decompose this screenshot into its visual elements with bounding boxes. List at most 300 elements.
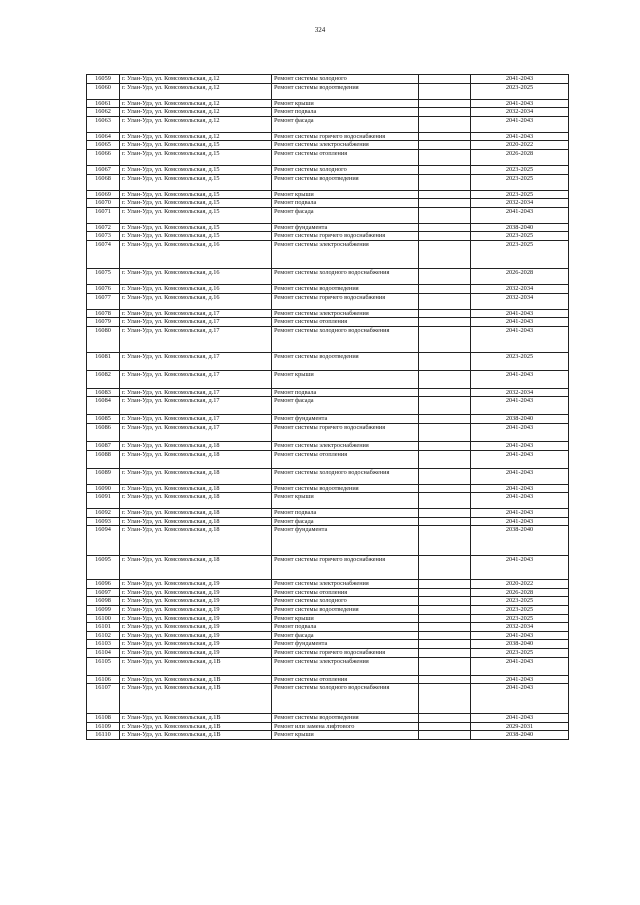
address-cell: г. Улан-Удэ, ул. Комсомольская, д.17	[120, 318, 272, 327]
table-row	[87, 657, 569, 675]
table-row	[87, 684, 569, 714]
table-row	[87, 268, 569, 284]
work-type-cell: Ремонт системы горячего водоснабжения	[272, 649, 419, 658]
row-number-cell: 16095	[87, 556, 120, 580]
address-cell: г. Улан-Удэ, ул. Комсомольская, д.15	[120, 190, 272, 199]
empty-cell	[419, 517, 471, 526]
table-row	[87, 675, 569, 684]
empty-cell	[419, 174, 471, 190]
address-cell: г. Улан-Удэ, ул. Комсомольская, д.18	[120, 484, 272, 493]
empty-cell	[419, 580, 471, 589]
address-cell: г. Улан-Удэ, ул. Комсомольская, д.19	[120, 606, 272, 615]
period-cell: 2026-2028	[471, 268, 569, 284]
empty-cell	[419, 423, 471, 441]
work-type-cell: Ремонт системы электроснабжения	[272, 657, 419, 675]
table-row	[87, 116, 569, 132]
row-number-cell: 16103	[87, 640, 120, 649]
work-type-cell: Ремонт системы электроснабжения	[272, 309, 419, 318]
address-cell: г. Улан-Удэ, ул. Комсомольская, д.19	[120, 614, 272, 623]
table-row	[87, 509, 569, 518]
work-type-cell: Ремонт фундамента	[272, 415, 419, 424]
address-cell: г. Улан-Удэ, ул. Комсомольская, д.18	[120, 468, 272, 484]
address-cell: г. Улан-Удэ, ул. Комсомольская, д.16	[120, 268, 272, 284]
row-number-cell: 16084	[87, 397, 120, 415]
work-type-cell: Ремонт системы отопления	[272, 588, 419, 597]
address-cell: г. Улан-Удэ, ул. Комсомольская, д.19	[120, 640, 272, 649]
table-row	[87, 614, 569, 623]
empty-cell	[419, 588, 471, 597]
row-number-cell: 16068	[87, 174, 120, 190]
row-number-cell: 16082	[87, 370, 120, 388]
table-row	[87, 309, 569, 318]
empty-cell	[419, 450, 471, 468]
row-number-cell: 16093	[87, 517, 120, 526]
period-cell: 2038-2040	[471, 526, 569, 556]
period-cell: 2032-2034	[471, 284, 569, 293]
row-number-cell: 16081	[87, 352, 120, 370]
period-cell: 2041-2043	[471, 484, 569, 493]
period-cell: 2041-2043	[471, 631, 569, 640]
row-number-cell: 16078	[87, 309, 120, 318]
address-cell: г. Улан-Удэ, ул. Комсомольская, д.18	[120, 441, 272, 450]
empty-cell	[419, 199, 471, 208]
period-cell: 2026-2028	[471, 149, 569, 165]
row-number-cell: 16094	[87, 526, 120, 556]
table-row	[87, 240, 569, 268]
table-row	[87, 318, 569, 327]
period-cell: 2041-2043	[471, 370, 569, 388]
row-number-cell: 16063	[87, 116, 120, 132]
empty-cell	[419, 370, 471, 388]
empty-cell	[419, 441, 471, 450]
address-cell: г. Улан-Удэ, ул. Комсомольская, д.12	[120, 108, 272, 117]
address-cell: г. Улан-Удэ, ул. Комсомольская, д.1В	[120, 675, 272, 684]
address-cell: г. Улан-Удэ, ул. Комсомольская, д.17	[120, 397, 272, 415]
address-cell: г. Улан-Удэ, ул. Комсомольская, д.17	[120, 415, 272, 424]
period-cell: 2023-2025	[471, 190, 569, 199]
period-cell: 2041-2043	[471, 509, 569, 518]
address-cell: г. Улан-Удэ, ул. Комсомольская, д.16	[120, 284, 272, 293]
period-cell: 2041-2043	[471, 326, 569, 352]
work-type-cell: Ремонт крыши	[272, 190, 419, 199]
empty-cell	[419, 714, 471, 723]
table-row	[87, 165, 569, 174]
period-cell: 2041-2043	[471, 309, 569, 318]
work-type-cell: Ремонт системы горячего водоснабжения	[272, 293, 419, 309]
period-cell: 2041-2043	[471, 675, 569, 684]
address-cell: г. Улан-Удэ, ул. Комсомольская, д.19	[120, 623, 272, 632]
row-number-cell: 16074	[87, 240, 120, 268]
period-cell: 2023-2025	[471, 352, 569, 370]
table-row	[87, 132, 569, 141]
address-cell: г. Улан-Удэ, ул. Комсомольская, д.15	[120, 199, 272, 208]
table-body	[87, 75, 569, 740]
row-number-cell: 16087	[87, 441, 120, 450]
table-row	[87, 441, 569, 450]
work-type-cell: Ремонт фасада	[272, 631, 419, 640]
row-number-cell: 16059	[87, 75, 120, 84]
address-cell: г. Улан-Удэ, ул. Комсомольская, д.17	[120, 352, 272, 370]
table-row	[87, 450, 569, 468]
period-cell: 2023-2025	[471, 606, 569, 615]
period-cell: 2032-2034	[471, 388, 569, 397]
period-cell: 2032-2034	[471, 108, 569, 117]
row-number-cell: 16101	[87, 623, 120, 632]
empty-cell	[419, 132, 471, 141]
period-cell: 2026-2028	[471, 588, 569, 597]
row-number-cell: 16105	[87, 657, 120, 675]
period-cell: 2041-2043	[471, 116, 569, 132]
table-row	[87, 493, 569, 509]
table-row	[87, 484, 569, 493]
address-cell: г. Улан-Удэ, ул. Комсомольская, д.15	[120, 207, 272, 223]
address-cell: г. Улан-Удэ, ул. Комсомольская, д.18	[120, 493, 272, 509]
address-cell: г. Улан-Удэ, ул. Комсомольская, д.15	[120, 174, 272, 190]
period-cell: 2023-2025	[471, 174, 569, 190]
address-cell: г. Улан-Удэ, ул. Комсомольская, д.19	[120, 631, 272, 640]
work-type-cell: Ремонт крыши	[272, 99, 419, 108]
period-cell: 2041-2043	[471, 99, 569, 108]
work-type-cell: Ремонт подвала	[272, 623, 419, 632]
row-number-cell: 16106	[87, 675, 120, 684]
address-cell: г. Улан-Удэ, ул. Комсомольская, д.12	[120, 75, 272, 84]
row-number-cell: 16079	[87, 318, 120, 327]
work-type-cell: Ремонт системы отопления	[272, 450, 419, 468]
empty-cell	[419, 268, 471, 284]
work-type-cell: Ремонт системы холодного	[272, 75, 419, 84]
work-type-cell: Ремонт системы горячего водоснабжения	[272, 423, 419, 441]
row-number-cell: 16065	[87, 141, 120, 150]
empty-cell	[419, 165, 471, 174]
period-cell: 2023-2025	[471, 240, 569, 268]
table-row	[87, 83, 569, 99]
address-cell: г. Улан-Удэ, ул. Комсомольская, д.17	[120, 326, 272, 352]
row-number-cell: 16089	[87, 468, 120, 484]
work-type-cell: Ремонт системы горячего водоснабжения	[272, 232, 419, 241]
row-number-cell: 16080	[87, 326, 120, 352]
address-cell: г. Улан-Удэ, ул. Комсомольская, д.17	[120, 370, 272, 388]
period-cell: 2041-2043	[471, 397, 569, 415]
period-cell: 2032-2034	[471, 623, 569, 632]
work-type-cell: Ремонт подвала	[272, 509, 419, 518]
row-number-cell: 16070	[87, 199, 120, 208]
period-cell: 2041-2043	[471, 75, 569, 84]
repair-schedule-table	[86, 74, 569, 740]
row-number-cell: 16097	[87, 588, 120, 597]
table-row	[87, 649, 569, 658]
work-type-cell: Ремонт фасада	[272, 116, 419, 132]
row-number-cell: 16086	[87, 423, 120, 441]
row-number-cell: 16062	[87, 108, 120, 117]
work-type-cell: Ремонт подвала	[272, 199, 419, 208]
row-number-cell: 16088	[87, 450, 120, 468]
table-row	[87, 75, 569, 84]
address-cell: г. Улан-Удэ, ул. Комсомольская, д.12	[120, 99, 272, 108]
table-row	[87, 580, 569, 589]
work-type-cell: Ремонт крыши	[272, 731, 419, 740]
empty-cell	[419, 149, 471, 165]
work-type-cell: Ремонт системы водоотведения	[272, 606, 419, 615]
empty-cell	[419, 657, 471, 675]
row-number-cell: 16099	[87, 606, 120, 615]
period-cell: 2041-2043	[471, 450, 569, 468]
table-row	[87, 108, 569, 117]
period-cell: 2041-2043	[471, 468, 569, 484]
address-cell: г. Улан-Удэ, ул. Комсомольская, д.19	[120, 649, 272, 658]
work-type-cell: Ремонт системы электроснабжения	[272, 240, 419, 268]
address-cell: г. Улан-Удэ, ул. Комсомольская, д.15	[120, 165, 272, 174]
address-cell: г. Улан-Удэ, ул. Комсомольская, д.1В	[120, 657, 272, 675]
row-number-cell: 16077	[87, 293, 120, 309]
empty-cell	[419, 388, 471, 397]
row-number-cell: 16109	[87, 722, 120, 731]
period-cell: 2038-2040	[471, 415, 569, 424]
period-cell: 2041-2043	[471, 517, 569, 526]
work-type-cell: Ремонт или замена лифтового	[272, 722, 419, 731]
period-cell: 2041-2043	[471, 657, 569, 675]
work-type-cell: Ремонт системы водоотведения	[272, 284, 419, 293]
row-number-cell: 16110	[87, 731, 120, 740]
empty-cell	[419, 397, 471, 415]
address-cell: г. Улан-Удэ, ул. Комсомольская, д.16	[120, 293, 272, 309]
table-row	[87, 174, 569, 190]
address-cell: г. Улан-Удэ, ул. Комсомольская, д.15	[120, 149, 272, 165]
row-number-cell: 16066	[87, 149, 120, 165]
empty-cell	[419, 731, 471, 740]
period-cell: 2023-2025	[471, 614, 569, 623]
row-number-cell: 16060	[87, 83, 120, 99]
period-cell: 2020-2022	[471, 580, 569, 589]
address-cell: г. Улан-Удэ, ул. Комсомольская, д.17	[120, 388, 272, 397]
period-cell: 2020-2022	[471, 141, 569, 150]
row-number-cell: 16102	[87, 631, 120, 640]
empty-cell	[419, 223, 471, 232]
row-number-cell: 16096	[87, 580, 120, 589]
period-cell: 2023-2025	[471, 83, 569, 99]
table-row	[87, 397, 569, 415]
empty-cell	[419, 675, 471, 684]
period-cell: 2041-2043	[471, 423, 569, 441]
address-cell: г. Улан-Удэ, ул. Комсомольская, д.17	[120, 309, 272, 318]
work-type-cell: Ремонт крыши	[272, 614, 419, 623]
address-cell: г. Улан-Удэ, ул. Комсомольская, д.18	[120, 509, 272, 518]
table-row	[87, 588, 569, 597]
row-number-cell: 16092	[87, 509, 120, 518]
address-cell: г. Улан-Удэ, ул. Комсомольская, д.1В	[120, 684, 272, 714]
empty-cell	[419, 309, 471, 318]
period-cell: 2041-2043	[471, 318, 569, 327]
empty-cell	[419, 468, 471, 484]
period-cell: 2041-2043	[471, 493, 569, 509]
address-cell: г. Улан-Удэ, ул. Комсомольская, д.18	[120, 556, 272, 580]
row-number-cell: 16108	[87, 714, 120, 723]
empty-cell	[419, 526, 471, 556]
empty-cell	[419, 640, 471, 649]
empty-cell	[419, 722, 471, 731]
work-type-cell: Ремонт фасада	[272, 517, 419, 526]
work-type-cell: Ремонт подвала	[272, 108, 419, 117]
address-cell: г. Улан-Удэ, ул. Комсомольская, д.12	[120, 83, 272, 99]
row-number-cell: 16104	[87, 649, 120, 658]
work-type-cell: Ремонт системы электроснабжения	[272, 441, 419, 450]
work-type-cell: Ремонт системы водоотведения	[272, 352, 419, 370]
row-number-cell: 16090	[87, 484, 120, 493]
table-row	[87, 141, 569, 150]
work-type-cell: Ремонт подвала	[272, 388, 419, 397]
work-type-cell: Ремонт крыши	[272, 493, 419, 509]
work-type-cell: Ремонт фундамента	[272, 223, 419, 232]
address-cell: г. Улан-Удэ, ул. Комсомольская, д.16	[120, 240, 272, 268]
period-cell: 2023-2025	[471, 597, 569, 606]
work-type-cell: Ремонт системы холодного	[272, 165, 419, 174]
period-cell: 2032-2034	[471, 199, 569, 208]
work-type-cell: Ремонт системы электроснабжения	[272, 141, 419, 150]
address-cell: г. Улан-Удэ, ул. Комсомольская, д.15	[120, 141, 272, 150]
work-type-cell: Ремонт системы электроснабжения	[272, 580, 419, 589]
period-cell: 2041-2043	[471, 132, 569, 141]
table-row	[87, 232, 569, 241]
row-number-cell: 16098	[87, 597, 120, 606]
empty-cell	[419, 352, 471, 370]
work-type-cell: Ремонт фасада	[272, 207, 419, 223]
empty-cell	[419, 606, 471, 615]
period-cell: 2032-2034	[471, 293, 569, 309]
table-row	[87, 388, 569, 397]
empty-cell	[419, 83, 471, 99]
table-row	[87, 415, 569, 424]
table-row	[87, 284, 569, 293]
table-row	[87, 722, 569, 731]
page-number: 324	[314, 26, 326, 34]
address-cell: г. Улан-Удэ, ул. Комсомольская, д.12	[120, 116, 272, 132]
table-row	[87, 293, 569, 309]
table-row	[87, 468, 569, 484]
empty-cell	[419, 232, 471, 241]
table-row	[87, 199, 569, 208]
table-row	[87, 597, 569, 606]
table-row	[87, 99, 569, 108]
row-number-cell: 16067	[87, 165, 120, 174]
row-number-cell: 16085	[87, 415, 120, 424]
work-type-cell: Ремонт системы горячего водоснабжения	[272, 556, 419, 580]
row-number-cell: 16076	[87, 284, 120, 293]
table-row	[87, 526, 569, 556]
table-row	[87, 631, 569, 640]
address-cell: г. Улан-Удэ, ул. Комсомольская, д.1В	[120, 714, 272, 723]
work-type-cell: Ремонт системы водоотведения	[272, 174, 419, 190]
address-cell: г. Улан-Удэ, ул. Комсомольская, д.18	[120, 517, 272, 526]
table-row	[87, 223, 569, 232]
empty-cell	[419, 623, 471, 632]
empty-cell	[419, 240, 471, 268]
work-type-cell: Ремонт системы горячего водоснабжения	[272, 132, 419, 141]
table-row	[87, 207, 569, 223]
period-cell: 2038-2040	[471, 731, 569, 740]
empty-cell	[419, 649, 471, 658]
empty-cell	[419, 484, 471, 493]
table-row	[87, 352, 569, 370]
row-number-cell: 16069	[87, 190, 120, 199]
empty-cell	[419, 493, 471, 509]
work-type-cell: Ремонт системы отопления	[272, 675, 419, 684]
empty-cell	[419, 108, 471, 117]
address-cell: г. Улан-Удэ, ул. Комсомольская, д.1В	[120, 722, 272, 731]
work-type-cell: Ремонт фасада	[272, 397, 419, 415]
table-row	[87, 731, 569, 740]
period-cell: 2029-2031	[471, 722, 569, 731]
empty-cell	[419, 190, 471, 199]
row-number-cell: 16100	[87, 614, 120, 623]
period-cell: 2023-2025	[471, 165, 569, 174]
row-number-cell: 16083	[87, 388, 120, 397]
empty-cell	[419, 99, 471, 108]
address-cell: г. Улан-Удэ, ул. Комсомольская, д.15	[120, 223, 272, 232]
period-cell: 2023-2025	[471, 232, 569, 241]
work-type-cell: Ремонт фундамента	[272, 640, 419, 649]
row-number-cell: 16075	[87, 268, 120, 284]
row-number-cell: 16073	[87, 232, 120, 241]
period-cell: 2023-2025	[471, 649, 569, 658]
table-row	[87, 623, 569, 632]
empty-cell	[419, 556, 471, 580]
work-type-cell: Ремонт системы отопления	[272, 149, 419, 165]
work-type-cell: Ремонт системы холодного водоснабжения	[272, 268, 419, 284]
address-cell: г. Улан-Удэ, ул. Комсомольская, д.12	[120, 132, 272, 141]
table-row	[87, 149, 569, 165]
row-number-cell: 16072	[87, 223, 120, 232]
period-cell: 2041-2043	[471, 207, 569, 223]
address-cell: г. Улан-Удэ, ул. Комсомольская, д.19	[120, 588, 272, 597]
empty-cell	[419, 415, 471, 424]
empty-cell	[419, 597, 471, 606]
row-number-cell: 16107	[87, 684, 120, 714]
address-cell: г. Улан-Удэ, ул. Комсомольская, д.17	[120, 423, 272, 441]
empty-cell	[419, 284, 471, 293]
empty-cell	[419, 318, 471, 327]
period-cell: 2041-2043	[471, 556, 569, 580]
empty-cell	[419, 116, 471, 132]
row-number-cell: 16091	[87, 493, 120, 509]
table-row	[87, 640, 569, 649]
empty-cell	[419, 207, 471, 223]
work-type-cell: Ремонт фундамента	[272, 526, 419, 556]
table-row	[87, 423, 569, 441]
work-type-cell: Ремонт системы холодного водоснабжения	[272, 684, 419, 714]
table-row	[87, 606, 569, 615]
empty-cell	[419, 631, 471, 640]
work-type-cell: Ремонт крыши	[272, 370, 419, 388]
period-cell: 2041-2043	[471, 714, 569, 723]
row-number-cell: 16061	[87, 99, 120, 108]
address-cell: г. Улан-Удэ, ул. Комсомольская, д.19	[120, 580, 272, 589]
table-row	[87, 517, 569, 526]
table-row	[87, 714, 569, 723]
address-cell: г. Улан-Удэ, ул. Комсомольская, д.18	[120, 526, 272, 556]
row-number-cell: 16064	[87, 132, 120, 141]
table-row	[87, 190, 569, 199]
work-type-cell: Ремонт системы водоотведения	[272, 83, 419, 99]
empty-cell	[419, 614, 471, 623]
empty-cell	[419, 293, 471, 309]
address-cell: г. Улан-Удэ, ул. Комсомольская, д.1В	[120, 731, 272, 740]
period-cell: 2038-2040	[471, 223, 569, 232]
work-type-cell: Ремонт системы отопления	[272, 318, 419, 327]
period-cell: 2041-2043	[471, 684, 569, 714]
period-cell: 2038-2040	[471, 640, 569, 649]
empty-cell	[419, 684, 471, 714]
empty-cell	[419, 75, 471, 84]
work-type-cell: Ремонт системы водоотведения	[272, 484, 419, 493]
